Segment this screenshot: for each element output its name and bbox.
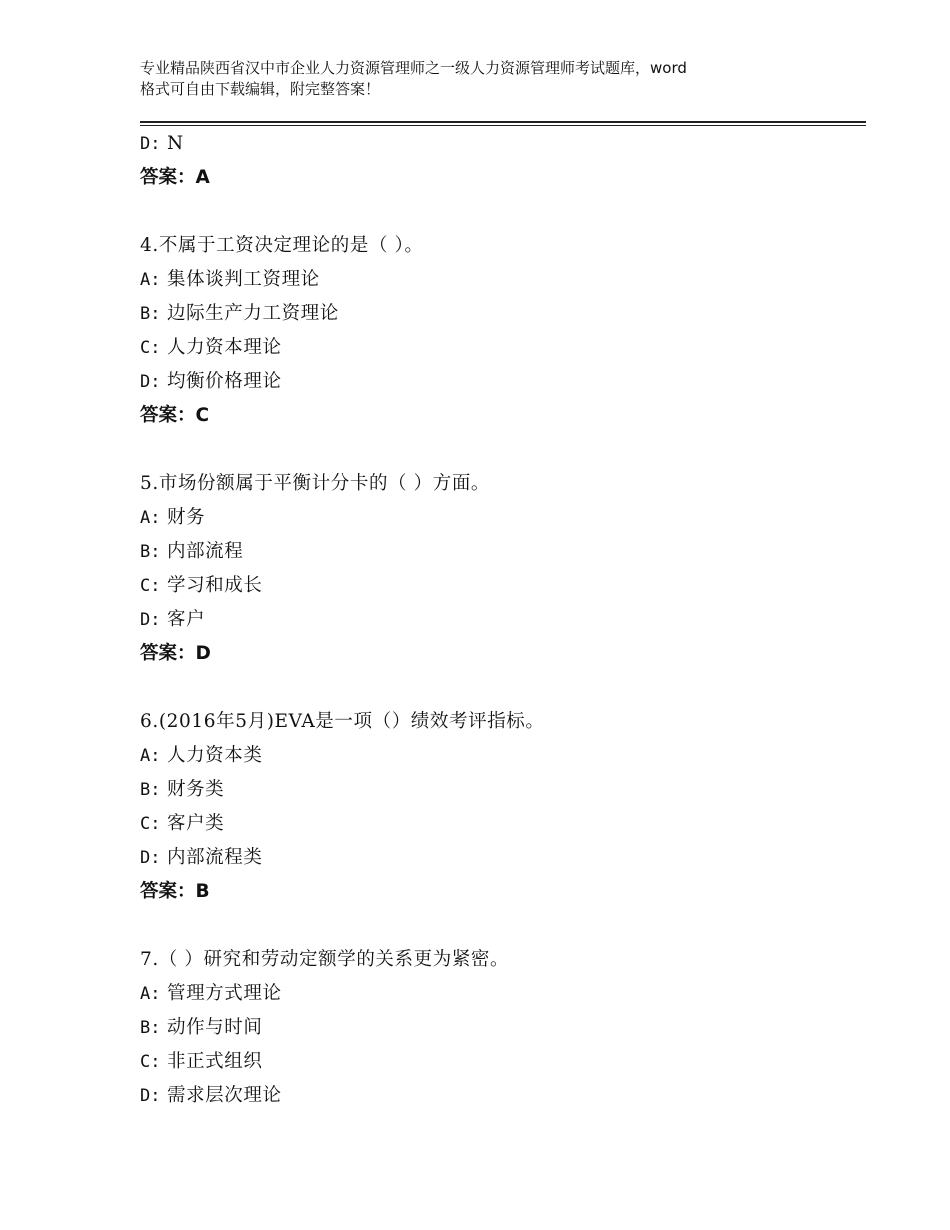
option-text: 需求层次理论: [166, 1085, 282, 1106]
carryover-answer: 答案：A: [140, 167, 210, 188]
option-d: [140, 841, 840, 875]
option-letter: D:: [140, 372, 161, 392]
header-rule-bottom: [140, 125, 866, 126]
option-letter: A:: [140, 508, 161, 528]
option-letter: D:: [140, 1086, 161, 1106]
option-letter: C:: [140, 1052, 161, 1072]
header-rule-top: [140, 121, 866, 123]
option-a: [140, 977, 840, 1011]
option-c: [140, 807, 840, 841]
option-text: 学习和成长: [166, 575, 263, 596]
option-a: [140, 263, 840, 297]
spacer: [140, 195, 840, 229]
question-answer: 答案：B: [140, 881, 210, 902]
option-letter: B:: [140, 1018, 161, 1038]
option-c: [140, 1045, 840, 1079]
header-line-2: 格式可自由下载编辑，附完整答案！: [140, 80, 381, 98]
question-list: [140, 127, 840, 1113]
option-text: 客户类: [166, 813, 225, 834]
header-line-1: 专业精品陕西省汉中市企业人力资源管理师之一级人力资源管理师考试题库，word: [140, 59, 687, 77]
option-letter: A:: [140, 270, 161, 290]
option-c: [140, 569, 840, 603]
option-letter: D:: [140, 134, 161, 154]
option-text: 内部流程: [166, 541, 244, 562]
document-header: [140, 58, 830, 100]
option-text: 人力资本类: [166, 745, 263, 766]
option-d: [140, 365, 840, 399]
option-text: 管理方式理论: [166, 983, 282, 1004]
question-stem: 5.市场份额属于平衡计分卡的（ ）方面。: [140, 473, 491, 494]
option-b: [140, 535, 840, 569]
option-a: [140, 501, 840, 535]
option-letter: A:: [140, 984, 161, 1004]
question-stem: 7.（ ）研究和劳动定额学的关系更为紧密。: [140, 949, 510, 970]
option-letter: C:: [140, 814, 161, 834]
option-text: 边际生产力工资理论: [166, 303, 339, 324]
option-b: [140, 297, 840, 331]
option-text: 集体谈判工资理论: [166, 269, 320, 290]
option-letter: D:: [140, 848, 161, 868]
option-letter: C:: [140, 576, 161, 596]
question-answer: 答案：C: [140, 405, 210, 426]
option-text: 动作与时间: [166, 1017, 263, 1038]
option-text: 非正式组织: [166, 1051, 263, 1072]
option-letter: B:: [140, 780, 161, 800]
option-text: 均衡价格理论: [166, 371, 282, 392]
question-answer: 答案：D: [140, 643, 211, 664]
question-stem: 6.(2016年5月)EVA是一项（）绩效考评指标。: [140, 711, 545, 732]
option-letter: D:: [140, 610, 161, 630]
option-letter: B:: [140, 304, 161, 324]
option-letter: B:: [140, 542, 161, 562]
option-letter: A:: [140, 746, 161, 766]
option-text: 财务类: [166, 779, 225, 800]
option-b: [140, 773, 840, 807]
option-letter: C:: [140, 338, 161, 358]
option-d: [140, 1079, 840, 1113]
option-text: 客户: [166, 609, 206, 630]
option-d: [140, 603, 840, 637]
option-c: [140, 331, 840, 365]
option-text: 内部流程类: [166, 847, 263, 868]
option-text: N: [166, 133, 184, 154]
option-a: [140, 739, 840, 773]
spacer: [140, 909, 840, 943]
option-text: 人力资本理论: [166, 337, 282, 358]
spacer: [140, 671, 840, 705]
question-stem: 4.不属于工资决定理论的是（ ）。: [140, 235, 424, 256]
option-b: [140, 1011, 840, 1045]
carryover-option-d: [140, 127, 840, 161]
option-text: 财务: [166, 507, 206, 528]
spacer: [140, 433, 840, 467]
